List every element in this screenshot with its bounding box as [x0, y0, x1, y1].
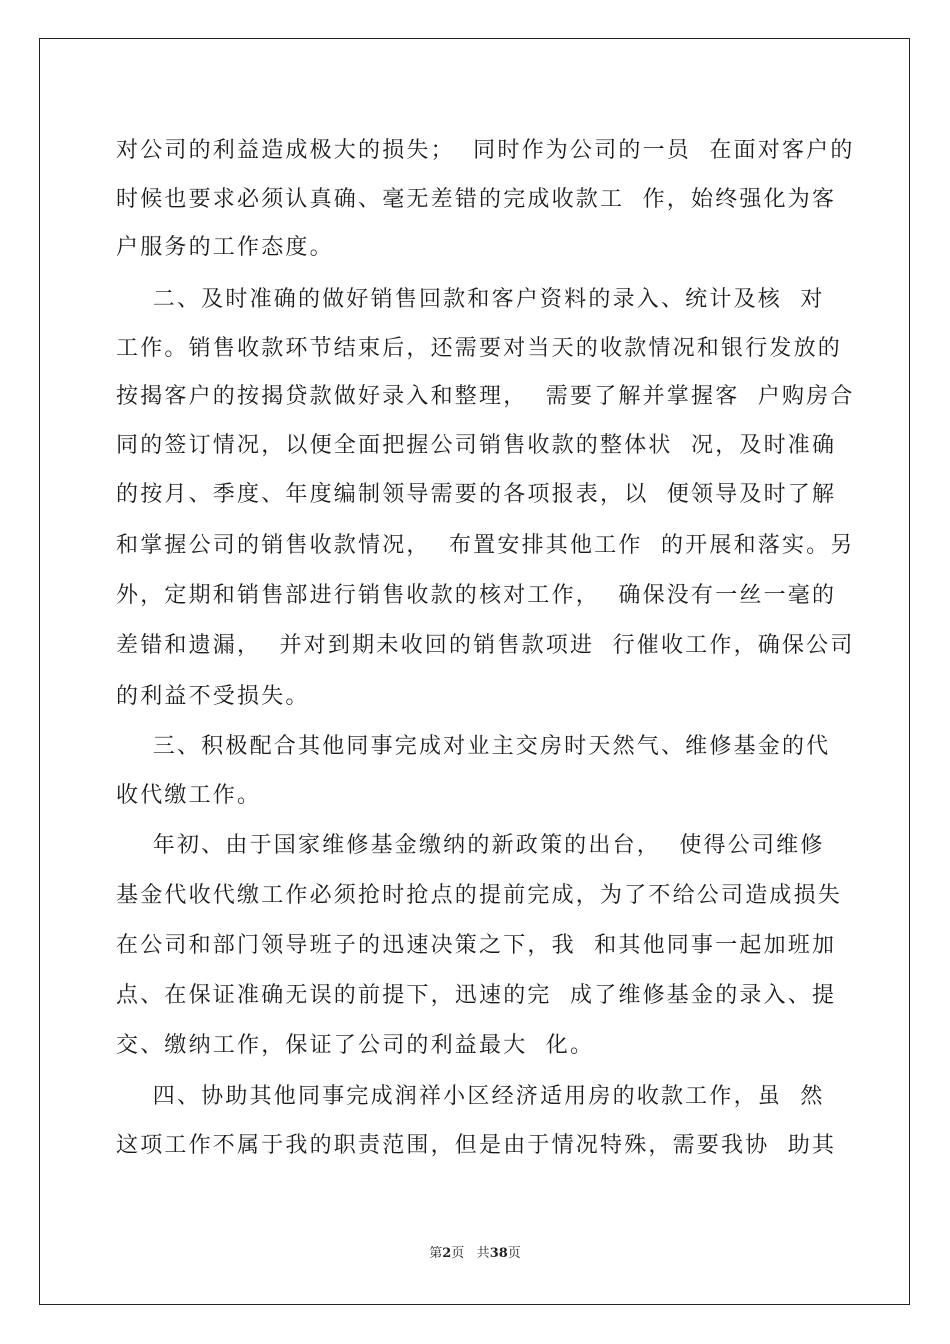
- text-line: 基金代收代缴工作必须抢时抢点的提前完成，为了不给公司造成损失: [116, 883, 843, 908]
- text-line: 在公司和部门领导班子的迅速决策之下，我 和其他同事一起加班加: [116, 933, 837, 958]
- text-line: 的利益不受损失。: [116, 684, 310, 709]
- text-line: 年初、由于国家维修基金缴纳的新政策的出台， 使得公司维修: [116, 833, 825, 858]
- page-suffix: 页: [451, 1246, 465, 1261]
- text-line: 外，定期和销售部进行销售收款的核对工作， 确保没有一丝一毫的: [116, 583, 837, 608]
- text-line: 三、积极配合其他同事完成对业主交房时天然气、维修基金的代: [116, 734, 831, 759]
- text-line: 同的签订情况，以便全面把握公司销售收款的整体状 况，及时准确: [116, 433, 837, 458]
- text-line: 和掌握公司的销售收款情况， 布置安排其他工作 的开展和落实。另: [116, 533, 855, 558]
- total-pages: 38: [489, 1246, 508, 1261]
- text-line: 的按月、季度、年度编制领导需要的各项报表，以 便领导及时了解: [116, 482, 837, 507]
- text-line: 点、在保证准确无误的前提下，迅速的完 成了维修基金的录入、提: [116, 983, 837, 1008]
- text-line: 时候也要求必须认真确、毫无差错的完成收款工 作，始终强化为客: [116, 187, 837, 212]
- total-prefix: 共: [476, 1246, 490, 1261]
- total-suffix: 页: [507, 1246, 521, 1261]
- text-line: 四、协助其他同事完成润祥小区经济适用房的收款工作，虽 然: [116, 1084, 825, 1109]
- text-line: 户服务的工作态度。: [116, 235, 334, 260]
- text-line: 工作。销售收款环节结束后，还需要对当天的收款情况和银行发放的: [116, 336, 843, 361]
- text-line: 对公司的利益造成极大的损失； 同时作为公司的一员 在面对客户的: [116, 138, 855, 163]
- text-line: 收代缴工作。: [116, 783, 262, 808]
- page-footer: [0, 1244, 950, 1264]
- page-number: 2: [442, 1246, 452, 1261]
- page-prefix: 第: [429, 1246, 443, 1261]
- text-line: 二、及时准确的做好销售回款和客户资料的录入、统计及核 对: [116, 287, 825, 312]
- text-line: 按揭客户的按揭贷款做好录入和整理， 需要了解并掌握客 户购房合: [116, 384, 855, 409]
- text-line: 这项工作不属于我的职责范围，但是由于情况特殊，需要我协 助其: [116, 1133, 837, 1158]
- text-line: 差错和遗漏， 并对到期未收回的销售款项进 行催收工作，确保公司: [116, 633, 855, 658]
- text-line: 交、缴纳工作，保证了公司的利益最大 化。: [116, 1033, 595, 1058]
